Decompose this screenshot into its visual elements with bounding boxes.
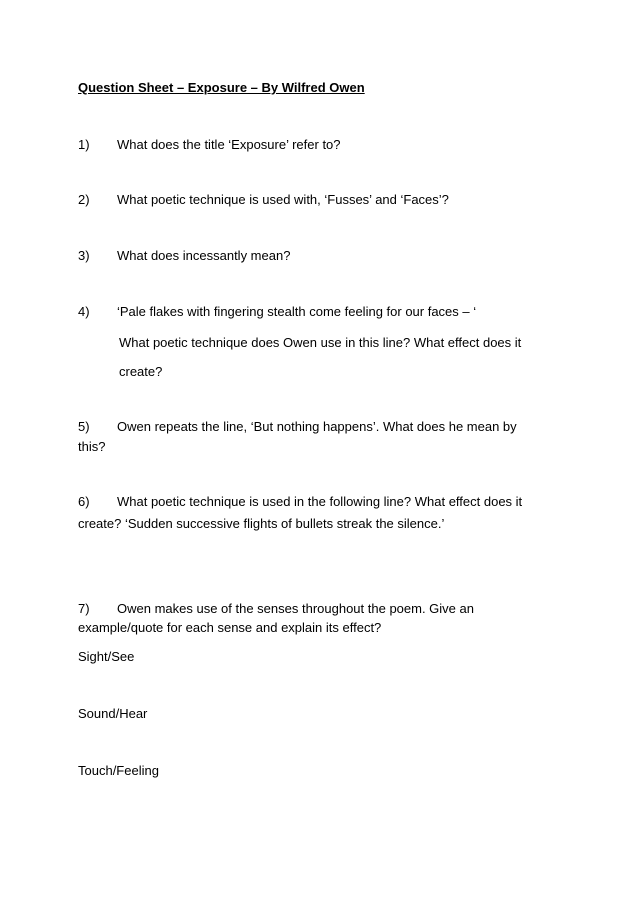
question-4-line-2: What poetic technique does Owen use in this line? What effect does it	[119, 335, 522, 350]
question-2-text: What poetic technique is used with, ‘Fusses’ and ‘Faces’?	[117, 192, 449, 207]
question-6-line-2: create? ‘Sudden successive flights of bullets streak the silence.’	[78, 516, 445, 531]
question-3-number: 3)	[78, 248, 90, 263]
question-5-line-1: Owen repeats the line, ‘But nothing happens’. What does he mean by	[117, 419, 517, 434]
question-4-quote: ‘Pale flakes with fingering stealth come feeling for our faces – ‘	[117, 304, 477, 319]
question-6-number: 6)	[78, 494, 90, 509]
question-4-line-3: create?	[119, 364, 163, 379]
question-3-text: What does incessantly mean?	[117, 248, 291, 263]
question-4-number: 4)	[78, 304, 90, 319]
question-5-line-2: this?	[78, 439, 106, 454]
sense-sound-label: Sound/Hear	[78, 706, 148, 721]
sense-touch-label: Touch/Feeling	[78, 763, 159, 778]
question-2-number: 2)	[78, 192, 90, 207]
document-title: Question Sheet – Exposure – By Wilfred Owen	[78, 80, 365, 95]
question-1-text: What does the title ‘Exposure’ refer to?	[117, 137, 341, 152]
question-6-line-1: What poetic technique is used in the following line? What effect does it	[117, 494, 523, 509]
question-7-line-2: example/quote for each sense and explain its effect?	[78, 620, 382, 635]
question-1-number: 1)	[78, 137, 90, 152]
question-7-line-1: Owen makes use of the senses throughout the poem. Give an	[117, 601, 474, 616]
question-7-number: 7)	[78, 601, 90, 616]
sense-sight-label: Sight/See	[78, 649, 135, 664]
question-5-number: 5)	[78, 419, 90, 434]
